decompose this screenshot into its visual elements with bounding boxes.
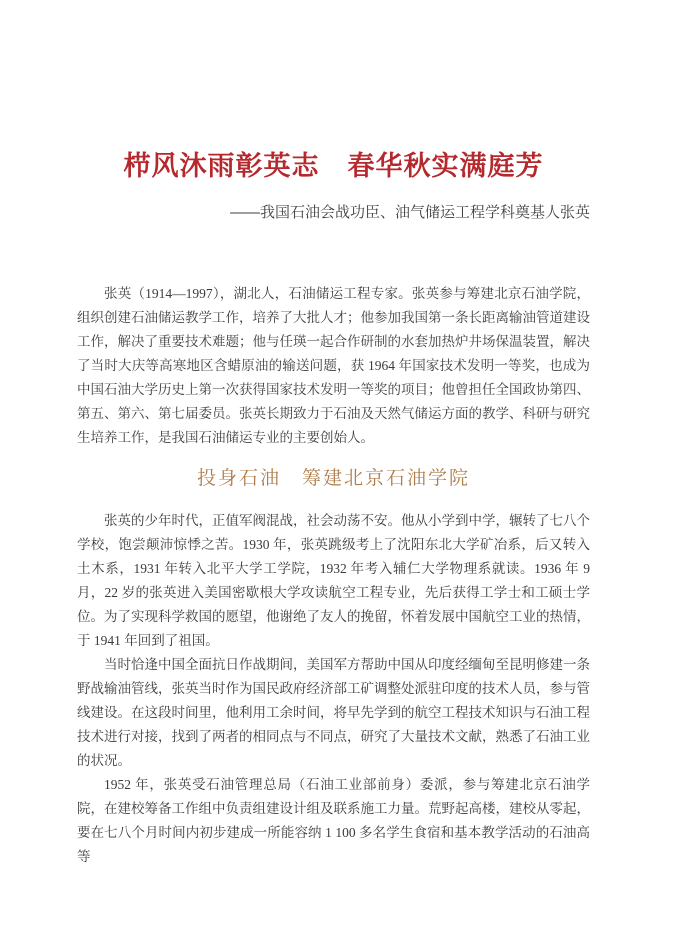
body-paragraph-2: 当时恰逢中国全面抗日作战期间，美国军方帮助中国从印度经缅甸至昆明修建一条野战输油管线，张英当时作为国民政府经济部工矿调整处派驻印度的技术人员，参与管线建设。在这段时间里，他利用工余时间，将早先学到的航空工程技术知识与石油工程技术进行对接，找到了两者的相同点与不同点，研究了大量技术文献，熟悉了石油工业的状况。	[77, 657, 590, 768]
article-title: 栉风沐雨彰英志 春华秋实满庭芳	[123, 151, 544, 181]
body-paragraph-3: 1952 年，张英受石油管理总局（石油工业部前身）委派，参与筹建北京石油学院，在建校筹备工作组中负责组建设计组及联系施工力量。荒野起高楼，建校从零起，要在七八个月时间内初步建成一所能容纳 1 100 多名学生食宿和基本教学活动的石油高等	[77, 777, 590, 864]
section-heading: 投身石油 筹建北京石油学院	[196, 468, 470, 489]
article-subtitle: ——我国石油会战功臣、油气储运工程学科奠基人张英	[229, 204, 590, 221]
body-paragraph-1: 张英的少年时代，正值军阀混战，社会动荡不安。他从小学到中学，辗转了七八个学校，饱尝颠沛惊悸之苦。1930 年，张英跳级考上了沈阳东北大学矿冶系，后又转入土木系，1931 年转入北平大学工学院，1932 年考入辅仁大学物理系就读。1936 年 9 月，22 岁的张英进入美国密歇根大学攻读航空工程专业，先后获得工学士和工硕士学位。为了实现科学救国的愿望，他谢绝了友人的挽留，怀着发展中国航空工业的热情，于 1941 年回到了祖国。	[77, 513, 590, 648]
article-body	[77, 282, 590, 869]
intro-paragraph: 张英（1914—1997），湖北人，石油储运工程专家。张英参与筹建北京石油学院，组织创建石油储运教学工作，培养了大批人才；他参加我国第一条长距离输油管道建设工作，解决了重要技术难题；他与任瑛一起合作研制的水套加热炉井场保温装置，解决了当时大庆等高寒地区含蜡原油的输送问题，获 1964 年国家技术发明一等奖，也成为中国石油大学历史上第一次获得国家技术发明一等奖的项目；他曾担任全国政协第四、第五、第六、第七届委员。张英长期致力于石油及天然气储运方面的教学、科研与研究生培养工作，是我国石油储运专业的主要创始人。	[77, 286, 590, 445]
